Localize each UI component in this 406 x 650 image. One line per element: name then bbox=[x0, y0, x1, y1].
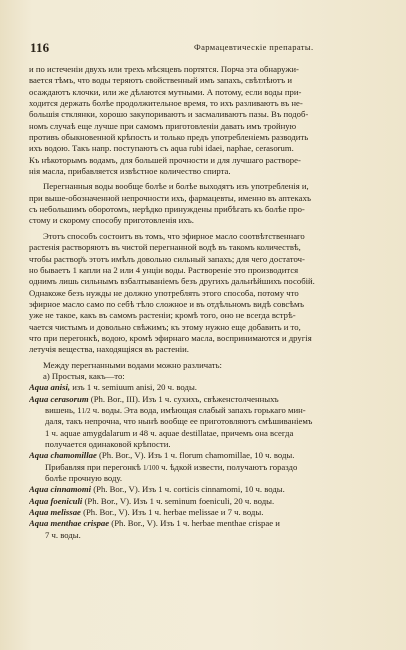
page-header bbox=[22, 40, 386, 56]
fraction: 1/2 bbox=[81, 406, 91, 415]
entry-text: ч. ѣдкой извести, получаютъ гораздо bbox=[158, 461, 298, 472]
entry-name: Aqua melissae bbox=[29, 507, 81, 518]
entry-aqua-cerasorum bbox=[29, 394, 386, 451]
entry-text: изъ 1 ч. semiuum anisi, 20 ч. воды. bbox=[70, 382, 197, 393]
entry-text: (Ph. Bor., V). Изъ 1 ч. herbae melissae и 7 ч. воды. bbox=[80, 507, 264, 518]
section-heading: a) Простыя, какъ—то: bbox=[43, 370, 125, 381]
entry-text: (Ph. Bor., V). Изъ 1 ч. herbae menthae crispae и bbox=[109, 518, 280, 529]
text-line: и по истеченiи двухъ или трехъ мѣсяцевъ портятся. Порча эта обнаружи- bbox=[29, 64, 299, 74]
entry-text: болѣе прочную воду. bbox=[45, 473, 123, 484]
page-body bbox=[29, 64, 386, 541]
entry-text: (Ph. Bor., V). Изъ 1 ч. florum chamomillae, 10 ч. воды. bbox=[96, 450, 295, 461]
text-line: нiя масла, прибавляется извѣстное количество спирта. bbox=[29, 166, 231, 177]
entry-text: ч. воды. Эта вода, имѣющая слабый запахъ горькаго мин- bbox=[90, 404, 306, 415]
paragraph-3 bbox=[29, 231, 386, 356]
text-line: номъ случаѣ еще лучше при самомъ приготовленiи давать имъ тройную bbox=[29, 120, 297, 131]
page-number: 116 bbox=[30, 40, 50, 55]
entry-text: вишень, 1 bbox=[45, 404, 82, 415]
text-line: летучiя вещества, находящiяся въ растенiи. bbox=[29, 344, 189, 355]
entry-text: Прибавляя при перегонкѣ bbox=[45, 461, 143, 472]
text-line: Къ нѣкоторымъ водамъ, для большей прочности и для лучшаго растворе- bbox=[29, 154, 301, 165]
text-line: Между перегнанными водами можно различать: bbox=[43, 359, 222, 370]
entry-aqua-menthae-crispae bbox=[29, 518, 386, 541]
entry-text: даля, такъ непрочна, что нынѣ вообще ее приготовляютъ смѣшиванiемъ bbox=[45, 416, 313, 427]
entry-name: Aqua menthae crispae bbox=[29, 518, 110, 529]
text-line: но бываетъ 1 капли на 2 или 4 унцiи воды. Раствоpенiе это производится bbox=[29, 264, 299, 275]
text-line: растенiя растворяютъ въ чистой перегнанной водѣ въ такомъ количествѣ, bbox=[29, 242, 301, 253]
entry-text: 1 ч. aquae amygdalarum и 48 ч. aquae destillatae, причемъ она всегда bbox=[45, 427, 294, 438]
text-line: однимъ лишь сильнымъ взбалтыванiемъ безъ другихъ дальнѣйшихъ пособiй. bbox=[29, 276, 315, 287]
entry-name: Aqua anisi, bbox=[29, 382, 71, 393]
entry-name: Aqua cinnamomi bbox=[29, 484, 92, 495]
entry-text: получается одинаковой крѣпости. bbox=[45, 439, 171, 449]
text-line: ихъ водою. Такъ напр. поступаютъ съ aqua rubi idaei, naphae, cerasorum. bbox=[29, 143, 294, 154]
fraction: 1/100 bbox=[143, 463, 159, 472]
running-head: Фармацевтическiе препараты. bbox=[194, 42, 314, 52]
text-line: противъ обыкновенной крѣпость и только предъ употребленiемъ разводить bbox=[29, 132, 309, 143]
text-line: вается тѣмъ, что воды теряютъ свойственный имъ запахъ, свѣтлѣютъ и bbox=[29, 75, 292, 86]
entry-name: Aqua cerasorum bbox=[29, 393, 89, 404]
paragraph-1 bbox=[29, 64, 386, 177]
entry-text: (Ph. Bor., III). Изъ 1 ч. сухихъ, свѣженстолченныхъ bbox=[88, 393, 279, 404]
entry-aqua-melissae bbox=[29, 507, 386, 518]
entry-name: Aqua foeniculi bbox=[29, 495, 83, 506]
text-line: Перегнанныя воды вообще болѣе и болѣе выходятъ изъ употребленiя и, bbox=[43, 181, 309, 192]
text-line: стому и скорому способу приготовленiя ихъ. bbox=[29, 215, 194, 226]
entry-text: 7 ч. воды. bbox=[45, 529, 81, 540]
text-line: осаждаютъ клочки, или же дѣлаются мутными. А потому, если воды при- bbox=[29, 86, 302, 97]
text-line: чается чистымъ и довольно свѣжимъ; къ этому нужно еще добавить и то, bbox=[29, 321, 301, 332]
text-line: ходится держать болѣе продолжительное время, то ихъ разливаютъ въ не- bbox=[29, 98, 303, 109]
paragraph-4 bbox=[29, 360, 386, 383]
text-line: что при перегонкѣ, водою, кромѣ эфирнаго масла, воспринимаются и другiя bbox=[29, 332, 312, 343]
text-line: Этотъ способъ состоитъ въ томъ, что эфирное масло соотвѣтственнаго bbox=[43, 230, 305, 241]
entry-aqua-cinnamomi bbox=[29, 484, 386, 495]
entry-aqua-chamomillae bbox=[29, 450, 386, 484]
text-line: Однакоже безъ нужды не должно употреблять этого способа, потому что bbox=[29, 287, 299, 298]
entry-name: Aqua chamomillae bbox=[29, 450, 97, 461]
entry-text: (Ph. Bor., V). Изъ 1 ч. seminum foeniculi, 20 ч. воды. bbox=[82, 495, 275, 506]
entry-text: (Ph. Bor., V). Изъ 1 ч. corticis cinnamomi, 10 ч. воды. bbox=[91, 484, 285, 495]
text-line: при выше-обозначенной непрочности ихъ, фармацевты, именно въ аптекахъ bbox=[29, 192, 311, 203]
text-line: съ небольшимъ оборотомъ, нерѣдко принуждены прибѣгать къ болѣе про- bbox=[29, 204, 305, 215]
entry-aqua-anisi bbox=[29, 382, 386, 393]
paragraph-2 bbox=[29, 181, 386, 226]
text-line: уже не такое, какъ въ самомъ растенiи; кромѣ того, оно не всегда встрѣ- bbox=[29, 310, 296, 321]
text-line: эфирное масло само по себѣ тѣло сложное и въ отдѣльномъ видѣ совсѣмъ bbox=[29, 298, 304, 309]
entry-aqua-foeniculi bbox=[29, 496, 386, 507]
text-line: большiя стклянки, хорошо закупориваютъ и засмаливаютъ пазы. Въ подоб- bbox=[29, 109, 309, 120]
text-line: чтобы раствор̆ъ этотъ имѣлъ довольно сильный запахъ; для чего достаточ- bbox=[29, 253, 305, 264]
